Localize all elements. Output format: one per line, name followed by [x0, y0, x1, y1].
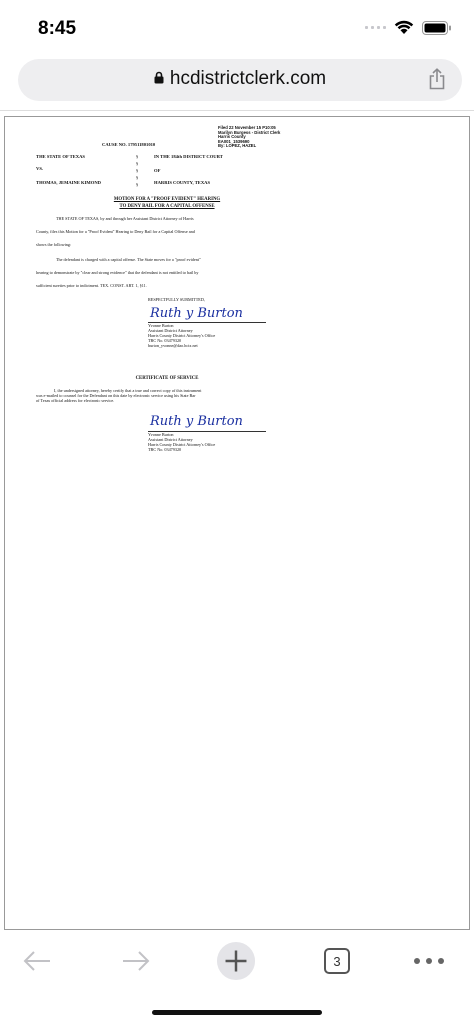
- certificate-title: CERTIFICATE OF SERVICE: [135, 376, 199, 381]
- signer-title: Assistant District Attorney: [148, 437, 193, 442]
- more-menu-button[interactable]: [409, 941, 449, 981]
- certificate-line: of Texas official address for electronic service.: [36, 397, 115, 403]
- arrow-right-icon: [121, 950, 151, 972]
- stamp-line: EA001_1539690: [218, 138, 250, 144]
- paragraph-line: sufficient sureties prior to indictment. TEX. CONST. ART. 1, §11.: [36, 283, 147, 288]
- share-icon[interactable]: [428, 68, 446, 90]
- signer-name: Yvonne Burton: [148, 323, 174, 328]
- toolbar-divider: [0, 110, 474, 111]
- paragraph-line: hearing to demonstrate by "clear and strong evidence" that the defendant is not entitled to bail by: [36, 270, 199, 275]
- status-bar: [0, 0, 474, 56]
- signature-text: Ruth y Burton: [150, 414, 243, 429]
- address-bar[interactable]: [18, 59, 462, 101]
- caption-court: IN THE 184th DISTRICT COURT: [154, 154, 223, 159]
- handwritten-signature: [148, 303, 248, 323]
- paragraph-line: THE STATE OF TEXAS, by and through her Assistant District Attorney of Harris: [56, 216, 194, 221]
- section-symbol: §: [136, 154, 139, 159]
- caption-of: OF: [154, 168, 161, 173]
- signer-office: Harris County District Attorney's Office: [148, 333, 216, 338]
- stamp-line: Harris County: [218, 134, 246, 140]
- motion-subtitle: TO DENY BAIL FOR A CAPITAL OFFENSE: [119, 204, 215, 209]
- status-icons: [365, 20, 452, 35]
- stamp-line: By: LOPEZ, HAZEL: [218, 143, 257, 149]
- pdf-page[interactable]: [4, 116, 470, 930]
- tabs-button[interactable]: [317, 941, 357, 981]
- cause-number: CAUSE NO. 179511801010: [102, 142, 156, 147]
- caption-state: THE STATE OF TEXAS: [36, 154, 85, 159]
- section-symbol: §: [136, 182, 139, 187]
- signature-block: [148, 432, 215, 452]
- section-symbol: §: [136, 161, 139, 166]
- status-time: 8:45: [38, 18, 77, 39]
- certificate-text: [36, 389, 201, 403]
- stamp-line: Filed 22 November 15 P10:05: [218, 125, 276, 130]
- paragraph-line: The defendant is charged with a capital offense. The State moves for a "proof evident": [56, 257, 201, 262]
- url-text: hcdistrictclerk.com: [169, 68, 327, 89]
- signature-block: [148, 323, 215, 348]
- tab-count: 3: [324, 948, 350, 974]
- section-symbol: §: [136, 175, 139, 180]
- respectfully-submitted: RESPECTFULLY SUBMITTED,: [148, 297, 205, 302]
- battery-icon: [422, 21, 452, 35]
- signer-name: Yvonne Burton: [148, 432, 174, 437]
- caption-county: HARRIS COUNTY, TEXAS: [154, 180, 211, 185]
- signer-title: Assistant District Attorney: [148, 328, 193, 333]
- motion-title: MOTION FOR A "PROOF EVIDENT" HEARING: [113, 197, 221, 202]
- wifi-icon: [394, 20, 414, 35]
- home-indicator[interactable]: [152, 1010, 322, 1015]
- section-symbol: §: [136, 168, 139, 173]
- signer-office: Harris County District Attorney's Office: [148, 442, 216, 447]
- lock-icon: [154, 71, 164, 84]
- certificate-line: was e-mailed to counsel for the Defendant on this date by electronic service using his State Bar: [36, 392, 196, 398]
- url-display[interactable]: [18, 68, 462, 90]
- stamp-line: Marilyn Burgess - District Clerk: [218, 129, 281, 135]
- signature-text: Ruth y Burton: [150, 306, 243, 321]
- new-tab-button[interactable]: [216, 941, 256, 981]
- browser-toolbar: [0, 936, 474, 986]
- caption-defendant: THOMAS, JEMAINE KIMOND: [36, 180, 101, 185]
- signer-email: burton_yvonne@dao.hctx.net: [148, 343, 198, 348]
- signer-bar-number: TBC No. 03479320: [148, 447, 182, 452]
- certificate-line: I, the undersigned attorney, hereby certify that a true and correct copy of this instrument: [54, 388, 202, 393]
- signer-bar-number: TBC No. 03479320: [148, 338, 182, 343]
- cellular-signal-icon: [365, 26, 386, 29]
- more-dots-icon: [413, 957, 445, 965]
- arrow-left-icon: [22, 950, 52, 972]
- paragraph-line: County, files this Motion for a "Proof Evident" Hearing to Deny Bail for a Capital Offense and: [36, 229, 195, 234]
- forward-button[interactable]: [116, 941, 156, 981]
- plus-icon: [216, 940, 256, 982]
- handwritten-signature: [148, 411, 248, 431]
- caption-vs: VS.: [36, 166, 44, 171]
- filing-stamp: [218, 126, 280, 149]
- paragraph-line: shows the following:: [36, 242, 72, 247]
- back-button[interactable]: [17, 941, 57, 981]
